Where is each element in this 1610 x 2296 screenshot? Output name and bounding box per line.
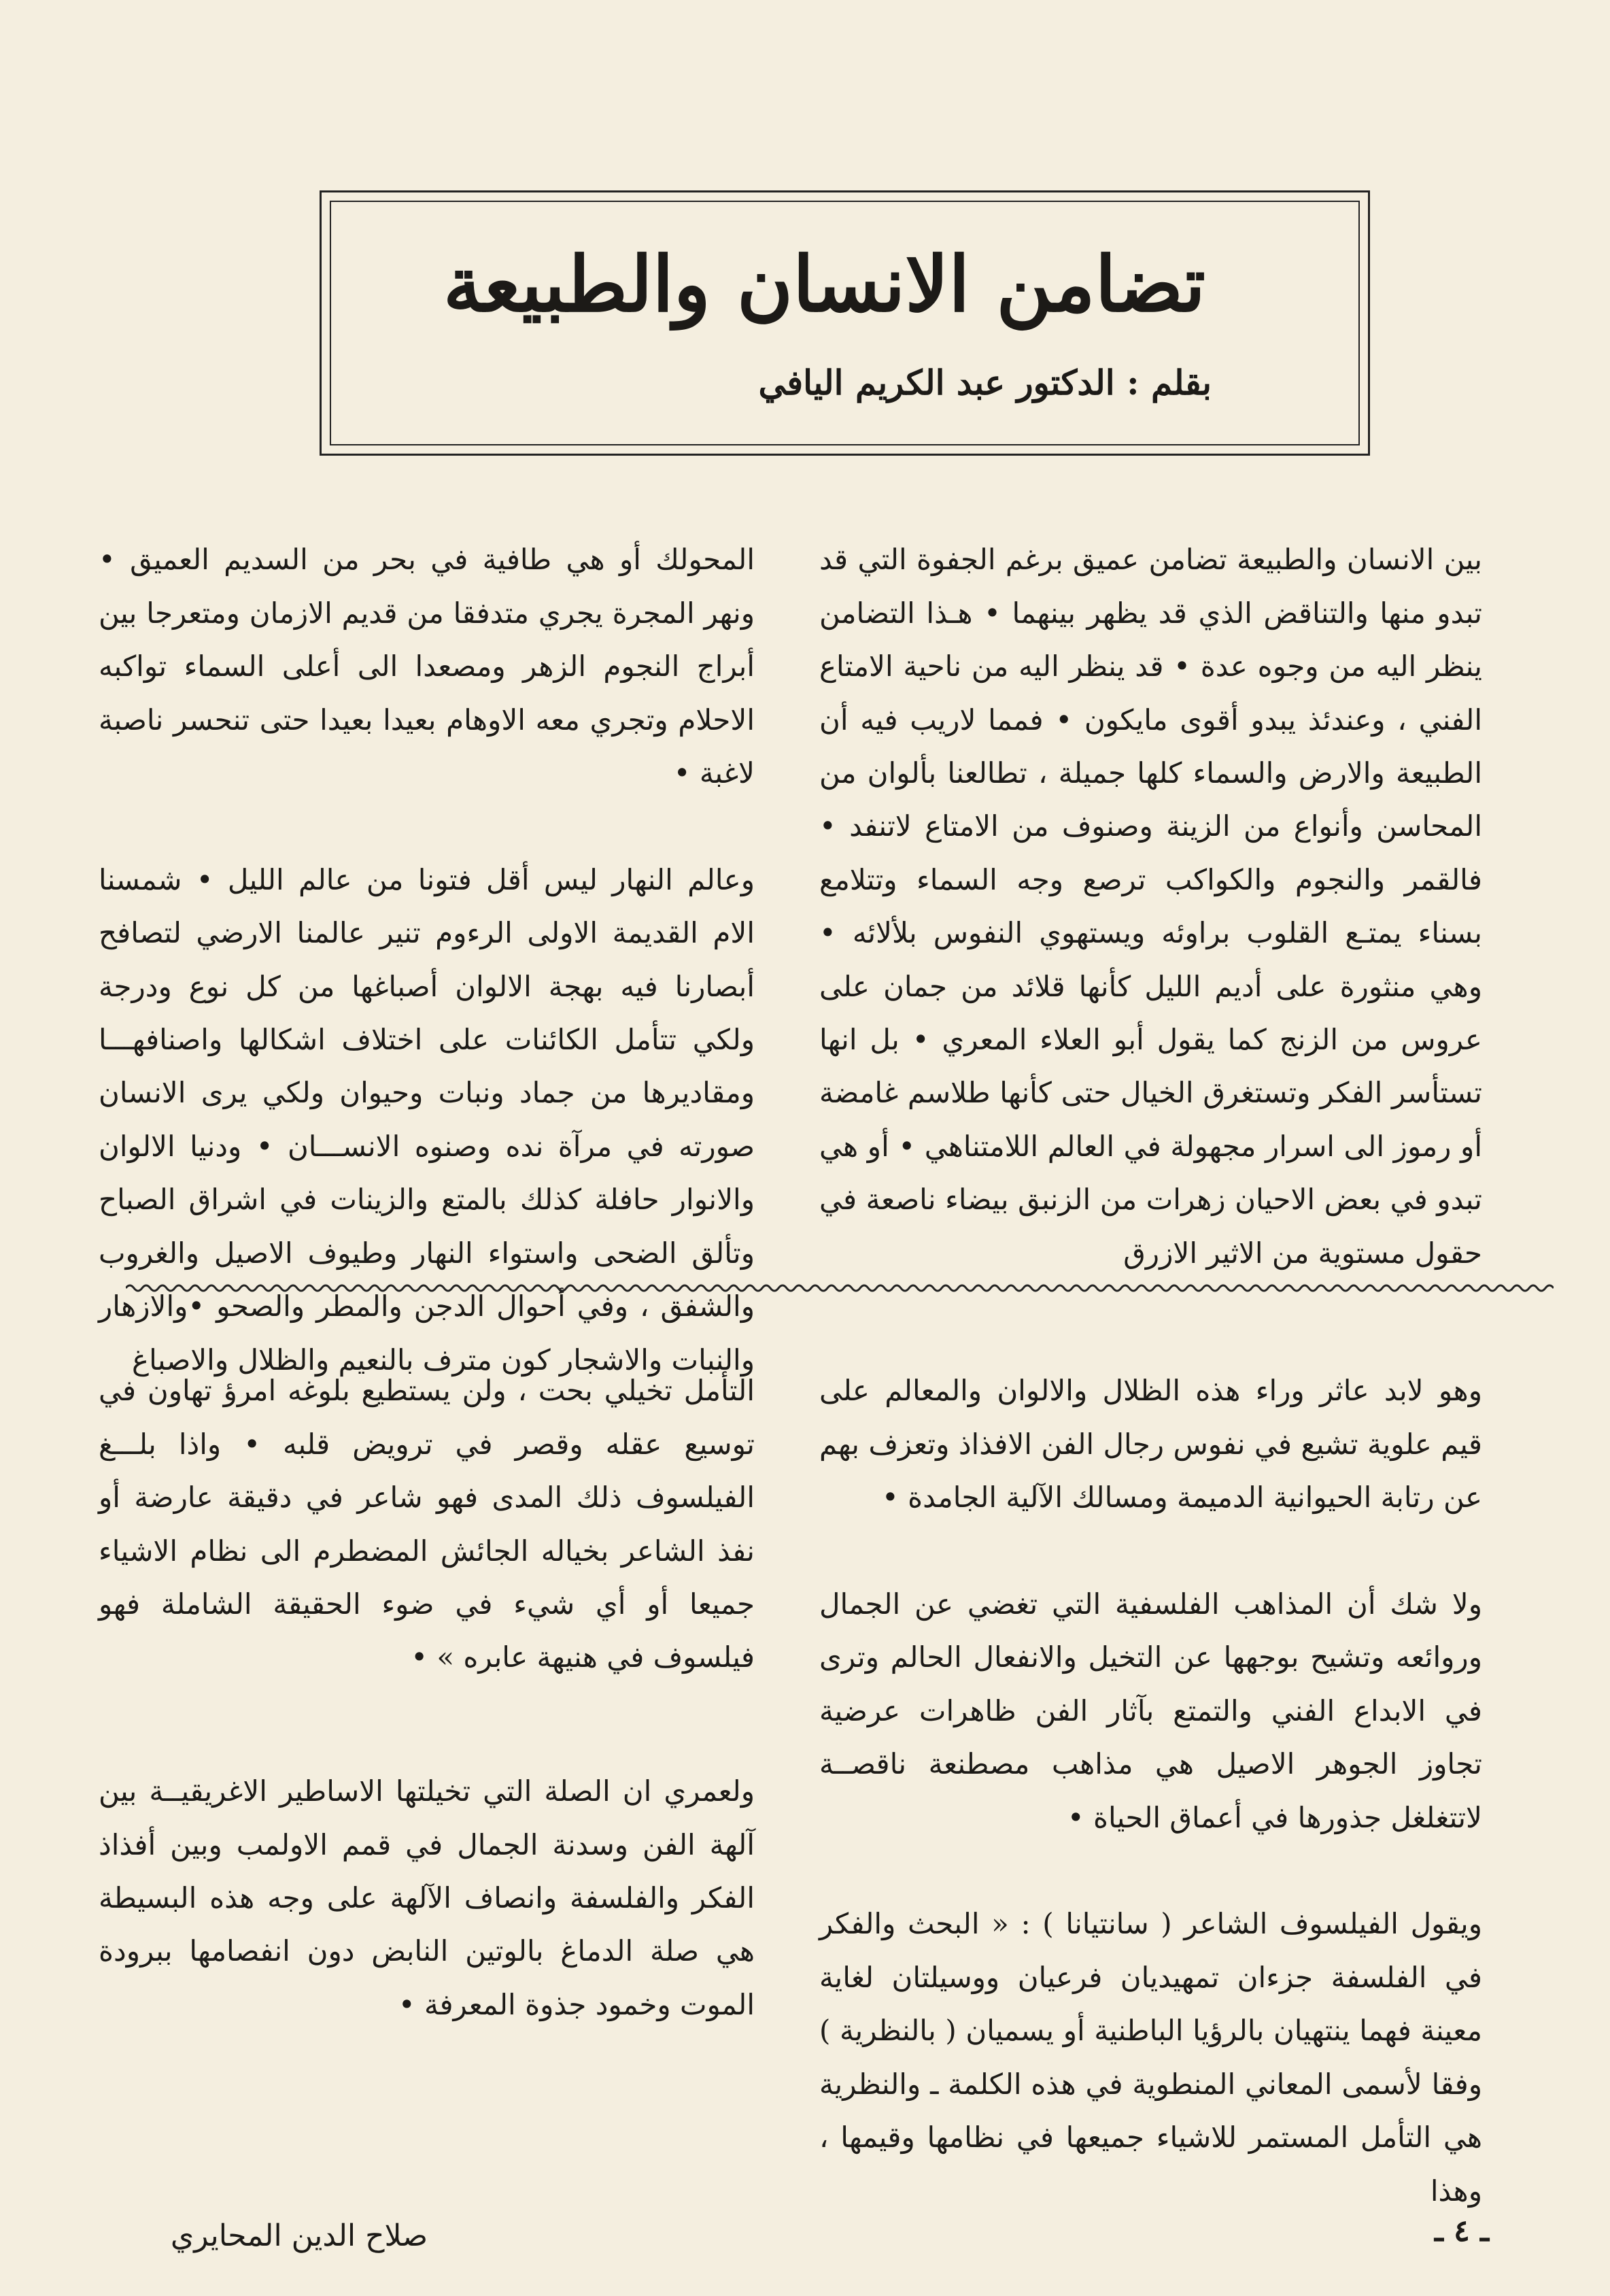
author-signature: صلاح الدين المحايري <box>170 2218 428 2253</box>
paragraph: المحولك أو هي طافية في بحر من السديم العميق • ونهر المجرة يجري متدفقا من قديم الازمان ومتعرجا بين أبراج النجوم الزهر ومصعدا الى أعلى السماء تواكبه الاحلام وتجري معه الاوهام بعيدا بعيدا حتى تنحسر ناصبة لاغبة • <box>99 543 755 790</box>
column-bottom-right <box>819 1311 1482 2271</box>
column-bottom-left <box>99 1311 755 2085</box>
paragraph: وعالم النهار ليس أقل فتونا من عالم الليل • شمسنا الام القديمة الاولى الرءوم تنير عالمنا الارضي لتصافح أبصارنا فيه بهجة الالوان أصباغها من كل نوع ودرجة ولكي تتأمل الكائنات على اختلاف اشكالها واصنافهـــا ومقاديرها من جماد ونبات وحيوان ولكي يرى الانسان صورته في مرآة نده وصنوه الانســـان • ودنيا الالوان والانوار حافلة كذلك بالمتع والزينات في اشراق الصباح وتألق الضحى واستواء النهار وطيوف الاصيل والغروب والشفق ، وفي أحوال الدجن والمطر والصحو •والازهار والنبات والاشجار كون مترف بالنعيم والظلال والاصباغ <box>99 862 755 1377</box>
paragraph: بين الانسان والطبيعة تضامن عميق برغم الجفوة التي قد تبدو منها والتناقض الذي قد يظهر بينهما • هـذا التضامن ينظر اليه من وجوه عدة • قد ينظر اليه من ناحية الامتاع الفني ، وعندئذ يبدو أقوى مايكون • فمما لاريب فيه أن الطبيعة والارض والسماء كلها جميلة ، تطالعنا بألوان من المحاسن وأنواع من الزينة وصنوف من الامتاع لاتنفد • فالقمر والنجوم والكواكب ترصع وجه السماء وتتلامع بسناء يمتـع القلوب براوئه ويستهوي النفوس بلألائه • وهي منثورة على أديم الليل كأنها قلائد من جمان على عروس من الزنج كما يقول أبو العلاء المعري • بل انها تستأسر الفكر وتستغرق الخيال حتى كأنها طلاسم غامضة أو رموز الى اسرار مجهولة في العالم اللامتناهي • أو هي تبدو في بعض الاحيان زهرات من الزنبق بيضاء ناصعة في حقول مستوية من الاثير الازرق <box>819 543 1482 1270</box>
paragraph: ولعمري ان الصلة التي تخيلتها الاساطير الاغريقيــة بين آلهة الفن وسدنة الجمال في قمم الاولمب وبين أفذاذ الفكر والفلسفة وانصاف الآلهة على وجه هذه البسيطة هي صلة الدماغ بالوتين النابض دون انفصامها ببرودة الموت وخمود جذوة المعرفة • <box>99 1774 755 2021</box>
column-top-right <box>819 480 1482 1334</box>
column-top-left <box>99 480 755 1440</box>
paragraph: ويقول الفيلسوف الشاعر ( سانتيانا ) : « البحث والفكر في الفلسفة جزءان تمهيديان فرعيان ووسيلتان لغاية معينة فهما ينتهيان بالرؤيا الباطنية أو يسميان ( بالنظرية ) وفقا لأسمى المعاني المنطوية في هذه الكلمة ـ والنظرية هي التأمل المستمر للاشياء جميعها في نظامها وقيمها ، وهذا <box>819 1907 1482 2208</box>
title-box <box>320 190 1370 456</box>
paragraph: ولا شك أن المذاهب الفلسفية التي تغضي عن الجمال وروائعه وتشيح بوجهها عن التخيل والانفعال الحالم وترى في الابداع الفني والتمتع بآثار الفن ظاهرات عرضية تجاوز الجوهر الاصيل هي مذاهب مصطنعة ناقصــة لاتتغلغل جذورها في أعماق الحياة • <box>819 1587 1482 1834</box>
article-title: تضامن الانسان والطبيعة <box>443 240 1205 329</box>
page-number: ـ ٤ ـ <box>1434 2214 1490 2248</box>
paragraph: وهو لابد عاثر وراء هذه الظلال والالوان والمعالم على قيم علوية تشيع في نفوس رجال الفن الافذاذ وتعزف بهم عن رتابة الحيوانية الدميمة ومسالك الآلية الجامدة • <box>819 1374 1482 1515</box>
paragraph: التأمل تخيلي بحت ، ولن يستطيع بلوغه امرؤ تهاون في توسيع عقله وقصر في ترويض قلبه • واذا بلـــغ الفيلسوف ذلك المدى فهو شاعر في دقيقة عارضة أو نفذ الشاعر بخياله الجائش المضطرم الى نظام الاشياء جميعا أو أي شيء في ضوء الحقيقة الشاملة فهو فيلسوف في هنيهة عابره » • <box>99 1374 755 1674</box>
article-byline: بقلم : الدكتور عبد الكريم اليافي <box>758 362 1212 403</box>
section-divider <box>126 1281 1554 1295</box>
